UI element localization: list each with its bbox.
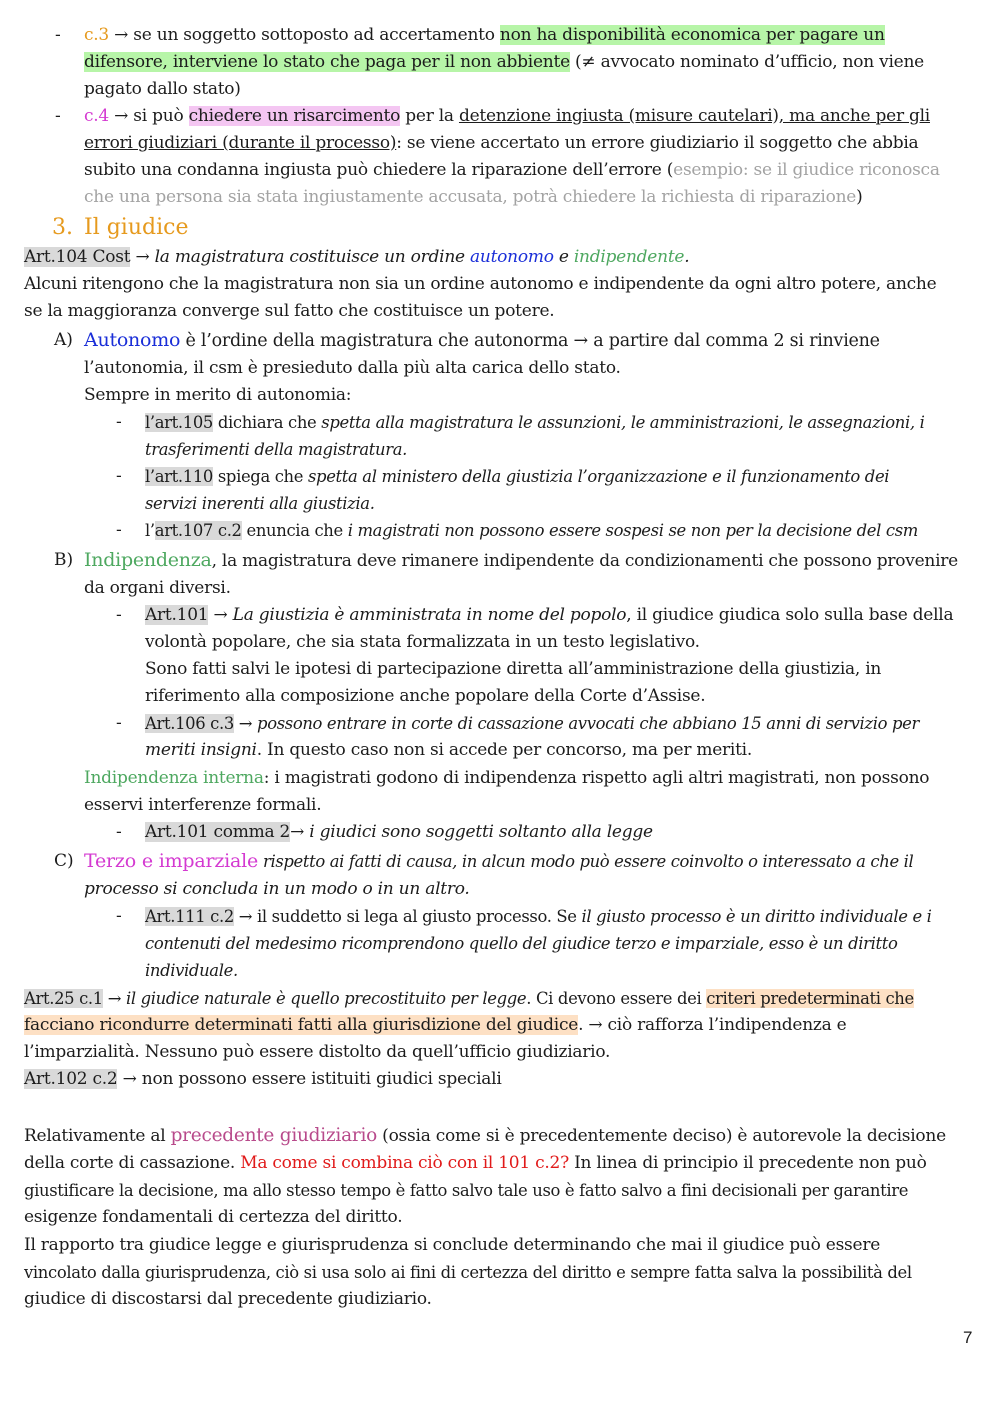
precedent-line-4: esigenze fondamentali di certezza del diritto. [24, 1207, 403, 1227]
list-dash: - [116, 713, 122, 733]
list-marker-a: A) [54, 330, 73, 350]
c-item-1-line-2: contenuti del medesimo ricomprendono quello del giudice terzo e imparziale, esso è un diritto [145, 934, 898, 953]
c-item-1-line-3: individuale. [145, 961, 238, 980]
example-text: esempio: se il giudice riconosca [673, 160, 940, 180]
art25-line-1: Art.25 c.1 → il giudice naturale è quello precostituito per legge. Ci devono essere dei criteri predeterminati che [24, 989, 914, 1008]
c3-line-2: difensore, interviene lo stato che paga per il non abbiente (≠ avvocato nominato d’ufficio, non viene [84, 52, 924, 72]
c-line-1: Terzo e imparziale rispetto ai fatti di causa, in alcun modo può essere coinvolto o interessato a che il [84, 850, 914, 872]
b-item-3-line-1: Art.101 comma 2→ i giudici sono soggetti soltanto alla legge [145, 822, 653, 842]
list-dash: - [116, 412, 122, 432]
precedent-line-7: giudice di discostarsi dal precedente giudiziario. [24, 1289, 432, 1309]
highlight-green: non ha disponibilità economica per pagare un [499, 25, 885, 45]
term-indipendenza: Indipendenza [84, 549, 212, 571]
underlined-text: detenzione ingiusta (misure cautelari), ma anche per gli [458, 106, 930, 126]
article-ref: Art.106 c.3 [145, 714, 234, 733]
list-marker-c: C) [54, 851, 74, 871]
list-dash: - [55, 106, 61, 126]
c-item-1-line-1: Art.111 c.2 → il suddetto si lega al giusto processo. Se il giusto processo è un diritto individuale e i [145, 907, 932, 926]
term-autonomo: autonomo [470, 247, 554, 267]
a-item-1-line-1: l’art.105 dichiara che spetta alla magistratura le assunzioni, le amministrazioni, le assegnazioni, i [145, 413, 925, 432]
b-item-1-line-4: riferimento alla composizione anche popolare della Corte d’Assise. [145, 686, 706, 706]
precedent-line-1: Relativamente al precedente giudiziario (ossia come si è precedentemente deciso) è autorevole la decisione [24, 1125, 946, 1146]
b-line-1: Indipendenza, la magistratura deve rimanere indipendente da condizionamenti che possono provenire [84, 549, 958, 571]
term-indipendente: indipendente [573, 247, 685, 267]
art25-line-2: facciano ricondurre determinati fatti alla giurisdizione del giudice. → ciò rafforza l’indipendenza e [24, 1015, 847, 1035]
c3-line-3: pagato dallo stato) [84, 79, 241, 99]
list-dash: - [116, 466, 122, 486]
article-ref: Art.104 Cost [24, 247, 131, 267]
underlined-text: errori giudiziari (durante il processo) [84, 133, 397, 153]
term-autonomo: Autonomo [84, 329, 181, 351]
art102-line: Art.102 c.2 → non possono essere istituiti giudici speciali [24, 1069, 502, 1089]
precedent-line-2: della corte di cassazione. Ma come si combina ciò con il 101 c.2? In linea di principio il precedente non può [24, 1153, 927, 1173]
a-line-1: Autonomo è l’ordine della magistratura che autonorma → a partire dal comma 2 si rinviene [84, 329, 880, 351]
highlight-green: difensore, interviene lo stato che paga per il non abbiente [84, 52, 570, 72]
article-ref: art.107 c.2 [154, 521, 242, 540]
page-number: 7 [963, 1328, 973, 1347]
c4-line-3: subito una condanna ingiusta può chiedere la riparazione dell’errore (esempio: se il giudice riconosca [84, 160, 940, 180]
article-ref: l’art.105 [145, 413, 213, 432]
term-terzo-imparziale: Terzo e imparziale [84, 850, 259, 872]
article-ref: Art.101 comma 2 [145, 822, 291, 842]
b-line-2: da organi diversi. [84, 578, 231, 598]
a-item-1-line-2: trasferimenti della magistratura. [145, 440, 408, 459]
intro-line-2: se la maggioranza converge sul fatto che costituisce un potere. [24, 301, 555, 321]
a-line-2: l’autonomia, il csm è presieduto dalla più alta carica dello stato. [84, 358, 621, 378]
list-dash: - [116, 520, 122, 540]
list-dash: - [116, 605, 122, 625]
example-text: che una persona sia stata ingiustamente accusata, potrà chiedere la richiesta di riparazione [84, 187, 857, 207]
c4-line-1: c.4 → si può chiedere un risarcimento per la detenzione ingiusta (misure cautelari), ma anche per gli [84, 106, 930, 126]
term-precedente-giudiziario: precedente giudiziario [170, 1125, 378, 1146]
c3-line-1: c.3 → se un soggetto sottoposto ad accertamento non ha disponibilità economica per pagare un [84, 25, 885, 45]
article-ref: Art.101 [145, 605, 209, 625]
precedent-line-5: Il rapporto tra giudice legge e giurisprudenza si conclude determinando che mai il giudice può essere [24, 1235, 881, 1255]
article-ref: Art.102 c.2 [24, 1069, 118, 1089]
section-number: 3. [52, 215, 73, 240]
c-line-2: processo si concluda in un modo o in un altro. [84, 879, 470, 899]
article-ref: Art.25 c.1 [24, 989, 103, 1008]
intro-line-1: Alcuni ritengono che la magistratura non sia un ordine autonomo e indipendente da ogni altro potere, anche [24, 274, 937, 294]
question-text: Ma come si combina ciò con il 101 c.2? [240, 1153, 569, 1173]
article-ref: l’art.110 [145, 467, 213, 486]
c4-ref: c.4 [84, 106, 109, 126]
highlight-orange: facciano ricondurre determinati fatti alla giurisdizione del giudice [24, 1015, 579, 1035]
b-item-1-line-3: Sono fatti salvi le ipotesi di partecipazione diretta all’amministrazione della giustizia, in [145, 659, 882, 679]
internal-independence-line-1: Indipendenza interna: i magistrati godono di indipendenza rispetto agli altri magistrati, non possono [84, 768, 930, 788]
internal-independence-line-2: esservi interferenze formali. [84, 795, 322, 815]
a-line-3: Sempre in merito di autonomia: [84, 385, 352, 405]
b-item-1-line-2: volontà popolare, che sia stata formalizzata in un testo legislativo. [145, 632, 700, 652]
section-heading [52, 212, 188, 244]
b-item-2-line-1: Art.106 c.3 → possono entrare in corte di cassazione avvocati che abbiano 15 anni di servizio per [145, 714, 919, 733]
a-item-2-line-2: servizi inerenti alla giustizia. [145, 494, 375, 513]
c3-ref: c.3 [84, 25, 109, 45]
list-dash: - [55, 25, 61, 45]
precedent-line-3: giustificare la decisione, ma allo stesso tempo è fatto salvo tale uso è fatto salvo a fini decisionali per garantire [24, 1181, 909, 1200]
article-ref: Art.111 c.2 [145, 907, 234, 926]
list-dash: - [116, 906, 122, 926]
b-item-2-line-2: meriti insigni. In questo caso non si accede per concorso, ma per meriti. [145, 740, 753, 760]
a-item-3-line-1: l’art.107 c.2 enuncia che i magistrati non possono essere sospesi se non per la decisione del csm [145, 521, 918, 540]
highlight-pink: chiedere un risarcimento [188, 106, 401, 126]
b-item-1-line-1: Art.101 → La giustizia è amministrata in nome del popolo, il giudice giudica solo sulla base della [145, 605, 954, 625]
c4-line-4: che una persona sia stata ingiustamente accusata, potrà chiedere la richiesta di riparazione) [84, 187, 863, 207]
art25-line-3: l’imparzialità. Nessuno può essere distolto da quell’ufficio giudiziario. [24, 1042, 611, 1062]
term-indipendenza-interna: Indipendenza interna [84, 768, 264, 788]
art104-line: Art.104 Cost → la magistratura costituisce un ordine autonomo e indipendente. [24, 247, 690, 267]
precedent-line-6: vincolato dalla giurisprudenza, ciò si usa solo ai fini di certezza del diritto e sempre fatta salva la possibilità del [24, 1263, 912, 1282]
highlight-orange: criteri predeterminati che [706, 989, 914, 1008]
list-marker-b: B) [54, 550, 74, 570]
a-item-2-line-1: l’art.110 spiega che spetta al ministero della giustizia l’organizzazione e il funzionamento dei [145, 467, 890, 486]
c4-line-2: errori giudiziari (durante il processo): se viene accertato un errore giudiziario il soggetto che abbia [84, 133, 919, 153]
list-dash: - [116, 822, 122, 842]
section-title: Il giudice [84, 215, 189, 240]
